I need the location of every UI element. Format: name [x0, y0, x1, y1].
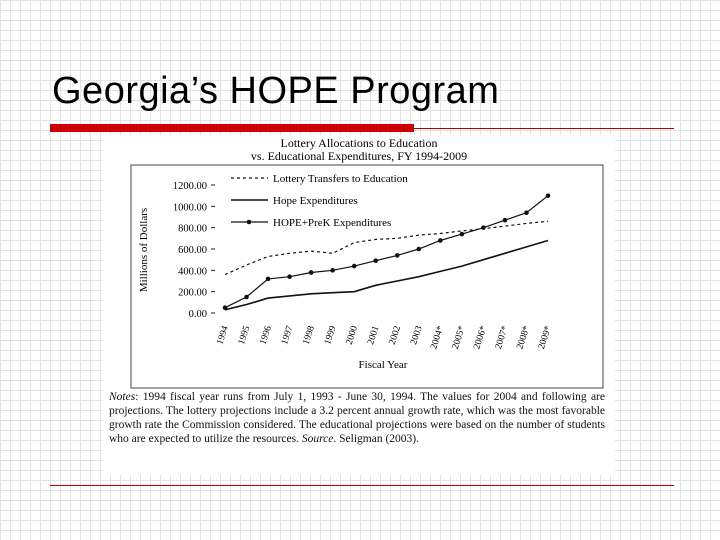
x-tick-label: 2000	[344, 324, 361, 346]
data-point	[330, 268, 335, 273]
x-tick-label: 1996	[258, 324, 274, 346]
chart-figure	[103, 135, 615, 475]
chart-notes	[109, 390, 605, 446]
y-tick-label: 600.00	[178, 245, 207, 256]
y-tick-label: 400.00	[178, 266, 207, 278]
x-tick-label: 1999	[323, 324, 339, 346]
y-tick-label: 200.00	[178, 287, 207, 299]
data-point	[417, 247, 422, 252]
x-tick-label: 1995	[237, 324, 253, 346]
x-tick-label: 2001	[366, 324, 382, 346]
series-line-2	[225, 241, 548, 310]
source-text: . Seligman (2003).	[333, 433, 419, 445]
title-accent-bar	[50, 124, 414, 132]
x-axis-label: Fiscal Year	[358, 359, 408, 371]
legend-label: Lottery Transfers to Education	[273, 173, 408, 185]
series-line-3	[225, 196, 548, 308]
series-line-1	[225, 221, 548, 274]
y-tick-label: 0.00	[188, 309, 207, 320]
data-point	[395, 253, 400, 258]
x-tick-label: 2002	[387, 324, 404, 346]
x-tick-label: 2004*	[429, 324, 447, 351]
x-tick-label: 2008*	[515, 324, 533, 351]
x-tick-label: 1998	[301, 324, 317, 346]
data-point	[373, 258, 378, 263]
y-tick-label: 1200.00	[172, 181, 207, 192]
legend-marker	[247, 220, 252, 225]
data-point	[244, 295, 249, 300]
x-tick-label: 2005*	[450, 324, 468, 351]
x-tick-label: 2006*	[472, 324, 490, 351]
slide-title: Georgia’s HOPE Program	[52, 70, 500, 112]
data-point	[266, 277, 271, 282]
chart-title: Lottery Allocations to Education	[280, 136, 438, 150]
data-point	[481, 225, 486, 230]
data-point	[546, 193, 551, 198]
legend-label: Hope Expenditures	[273, 195, 358, 207]
title-underline	[414, 128, 674, 129]
legend-label: HOPE+PreK Expenditures	[273, 217, 392, 229]
data-point	[223, 305, 228, 310]
x-tick-label: 1994	[215, 324, 231, 346]
notes-text: : 1994 fiscal year runs from July 1, 1993 - June 30, 1994. The values for 2004 and following are projections. The lottery projections include a 3.2 percent annual growth rate, which was the most favorable growth rate the Commission considered. The educational projections were based on the number of students who are expected to utilize the resources.	[109, 391, 605, 445]
data-point	[352, 264, 357, 269]
data-point	[309, 270, 314, 275]
footer-rule	[50, 485, 674, 486]
x-tick-label: 2007*	[493, 324, 511, 351]
notes-label: Notes	[109, 391, 136, 403]
data-point	[287, 274, 292, 279]
chart-subtitle: vs. Educational Expenditures, FY 1994-2009	[250, 149, 468, 163]
data-point	[503, 218, 508, 223]
y-axis-label: Millions of Dollars	[138, 207, 150, 293]
x-tick-label: 2003	[409, 324, 425, 346]
x-tick-label: 1997	[280, 324, 296, 346]
data-point	[460, 232, 465, 237]
lottery-vs-expenditures-chart	[103, 135, 615, 390]
data-point	[524, 210, 529, 215]
x-tick-label: 2009*	[537, 324, 554, 351]
data-point	[438, 238, 443, 243]
y-tick-label: 800.00	[178, 223, 207, 235]
source-label: Source	[301, 433, 334, 445]
y-tick-label: 1000.00	[172, 202, 207, 214]
